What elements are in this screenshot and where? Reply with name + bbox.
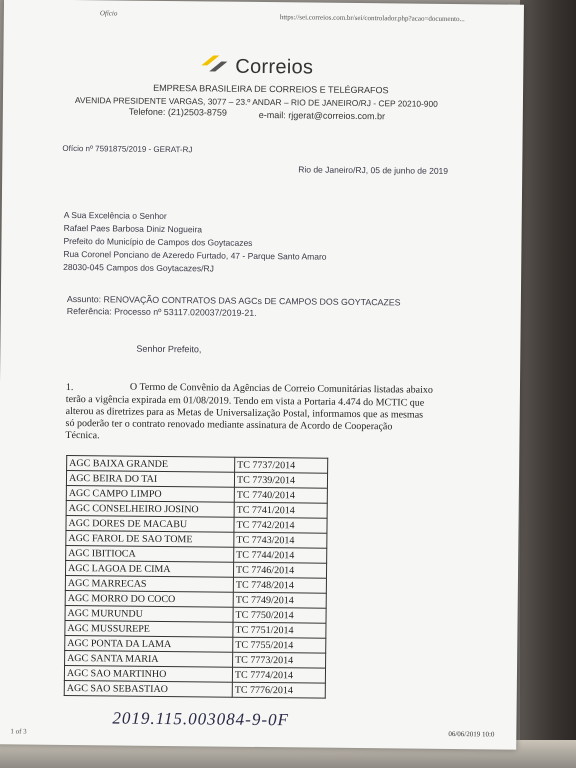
agency-name: AGC PONTA DA LAMA	[65, 635, 233, 652]
brand-name: Correios	[235, 55, 314, 79]
recipient-line: Prefeito do Município de Campos dos Goytacazes	[63, 235, 253, 248]
agency-contract: TC 7748/2014	[233, 577, 326, 593]
agency-name: AGC BAIXA GRANDE	[67, 455, 235, 472]
print-url: https://sei.correios.com.br/sei/controlador.php?acao=documento...	[279, 13, 465, 24]
agencies-table	[64, 455, 329, 699]
paragraph-number: 1.	[65, 381, 74, 394]
background-right-edge	[520, 0, 576, 768]
company-name: EMPRESA BRASILEIRA DE CORREIOS E TELÉGRAFOS	[153, 82, 389, 96]
paragraph-line: Técnica.	[65, 429, 100, 442]
agency-contract: TC 7742/2014	[234, 517, 327, 533]
agency-contract: TC 7774/2014	[232, 667, 325, 683]
agency-name: AGC BEIRA DO TAI	[66, 470, 234, 487]
paragraph-line: terão a vigência expirada em 01/08/2019. Tendo em vista a Portaria 4.474 do MCTIC que	[65, 393, 425, 409]
agency-name: AGC SANTA MARIA	[65, 650, 233, 667]
agency-contract: TC 7749/2014	[233, 592, 326, 608]
agency-name: AGC LAGOA DE CIMA	[65, 560, 233, 577]
salutation: Senhor Prefeito,	[136, 343, 202, 355]
paragraph-line: só poderão ter o contrato renovado mediante assinatura de Acordo de Cooperação	[65, 417, 393, 433]
agency-contract: TC 7743/2014	[234, 532, 327, 548]
print-timestamp: 06/06/2019 10:0	[448, 729, 495, 739]
page-counter: 1 of 3	[10, 727, 27, 736]
agency-name: AGC MORRO DO COCO	[65, 590, 233, 607]
agency-contract: TC 7773/2014	[233, 652, 326, 668]
paragraph-line: O Termo de Convênio da Agências de Correio Comunitárias listadas abaixo	[129, 381, 433, 396]
agency-name: AGC IBITIOCA	[66, 545, 234, 562]
correios-logo-icon	[199, 51, 231, 75]
recipient-line: Rafael Paes Barbosa Diniz Nogueira	[63, 222, 203, 235]
letter-reference-number: Ofício nº 7591875/2019 - GERAT-RJ	[62, 143, 193, 155]
agency-name: AGC FAROL DE SAO TOME	[66, 530, 234, 547]
recipient-line: Rua Coronel Ponciano de Azeredo Furtado, 47 - Parque Santo Amaro	[63, 248, 327, 262]
agency-contract: TC 7740/2014	[234, 487, 327, 503]
corner-note: Ofício	[99, 9, 118, 18]
agency-contract: TC 7744/2014	[234, 547, 327, 563]
table-row	[64, 680, 325, 698]
agency-name: AGC MUSSUREPE	[65, 620, 233, 637]
subject-line: Assunto: RENOVAÇÃO CONTRATOS DAS AGCs DE CAMPOS DOS GOYTACAZES	[66, 293, 401, 308]
agency-name: AGC SAO SEBASTIAO	[64, 680, 232, 697]
agency-name: AGC DORES DE MACABU	[66, 515, 234, 532]
agency-contract: TC 7755/2014	[233, 637, 326, 653]
agency-contract: TC 7737/2014	[235, 457, 328, 473]
recipient-block	[63, 209, 327, 277]
agency-contract: TC 7776/2014	[232, 682, 325, 698]
reference-line: Referência: Processo nº 53117.020037/2019-21.	[66, 305, 257, 318]
agency-name: AGC SAO MARTINHO	[64, 665, 232, 682]
handwritten-protocol-number: 2019.115.003084-9-0F	[112, 708, 290, 730]
letter-date: Rio de Janeiro/RJ, 05 de junho de 2019	[298, 164, 449, 176]
recipient-line: 28030-045 Campos dos Goytacazes/RJ	[63, 261, 214, 274]
agency-name: AGC MURUNDU	[65, 605, 233, 622]
agency-name: AGC CONSELHEIRO JOSINO	[66, 500, 234, 517]
agency-contract: TC 7746/2014	[233, 562, 326, 578]
agency-contract: TC 7750/2014	[233, 607, 326, 623]
recipient-line: A Sua Excelência o Senhor	[63, 209, 167, 221]
agency-contract: TC 7751/2014	[233, 622, 326, 638]
agency-name: AGC MARRECAS	[65, 575, 233, 592]
company-phone: Telefone: (21)2503-8759	[128, 106, 227, 118]
agency-contract: TC 7741/2014	[234, 502, 327, 518]
paragraph-line: alterou as diretrizes para as Metas de Universalização Postal, informamos que as mesmas	[65, 405, 424, 421]
agency-name: AGC CAMPO LIMPO	[66, 485, 234, 502]
company-email: e-mail: rjgerat@correios.com.br	[258, 109, 386, 122]
agency-contract: TC 7739/2014	[234, 472, 327, 488]
company-address: AVENIDA PRESIDENTE VARGAS, 3077 – 23.º ANDAR – RIO DE JANEIRO/RJ - CEP 20210-900	[74, 95, 438, 109]
